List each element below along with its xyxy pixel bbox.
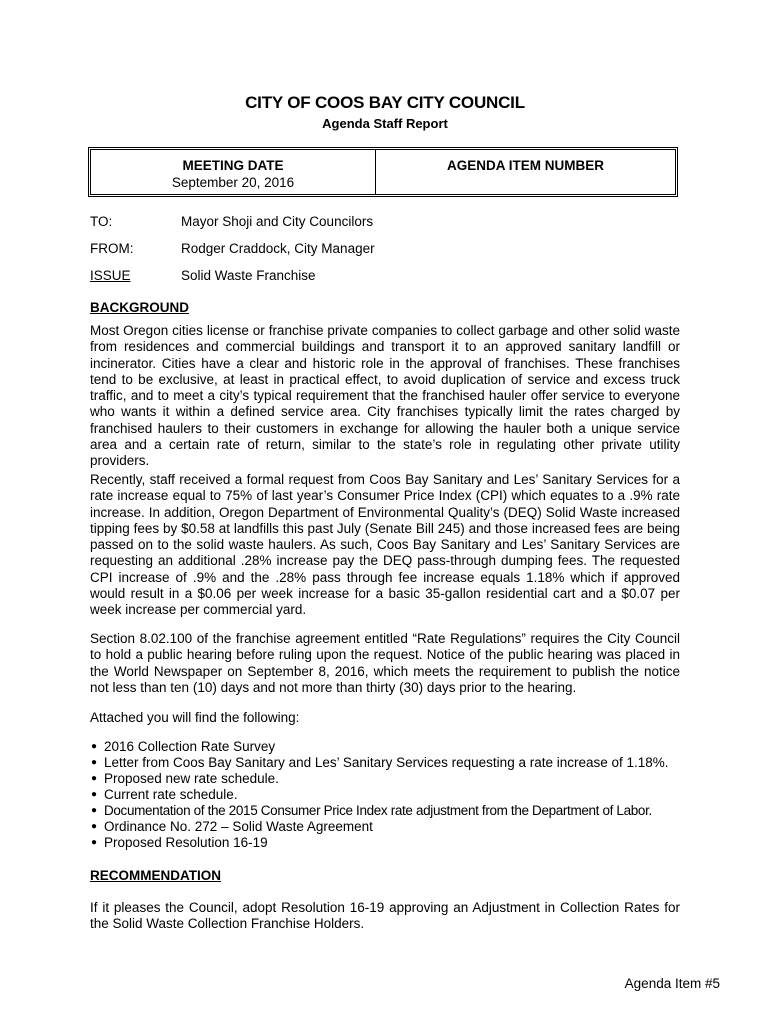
memo-from-label: FROM: <box>90 241 134 256</box>
list-item <box>90 787 690 803</box>
bullet-icon: ● <box>91 741 98 752</box>
attachment-text: Current rate schedule. <box>104 787 238 802</box>
bullet-icon: ● <box>91 821 98 832</box>
meeting-date-cell <box>91 157 375 191</box>
attachment-text: Documentation of the 2015 Consumer Price Index rate adjustment from the Department of Labor. <box>104 803 652 818</box>
background-heading: BACKGROUND <box>90 300 189 315</box>
attachments-intro: Attached you will find the following: <box>90 710 300 725</box>
meeting-info-box <box>88 147 678 197</box>
list-item <box>90 803 690 819</box>
meeting-date-value: September 20, 2016 <box>171 175 295 190</box>
list-item <box>90 835 690 851</box>
attachment-text: Ordinance No. 272 – Solid Waste Agreement <box>104 819 373 834</box>
memo-issue-label: ISSUE <box>90 268 131 283</box>
list-item <box>90 739 690 755</box>
bullet-icon: ● <box>91 837 98 848</box>
bullet-icon: ● <box>91 805 97 816</box>
report-title: CITY OF COOS BAY CITY COUNCIL <box>245 93 525 112</box>
attachment-text: Proposed Resolution 16-19 <box>104 835 268 850</box>
attachment-text: 2016 Collection Rate Survey <box>104 739 276 754</box>
memo-issue-value: Solid Waste Franchise <box>181 268 316 283</box>
bullet-icon: ● <box>91 757 98 768</box>
attachments-list <box>90 739 690 851</box>
meeting-date-label: MEETING DATE <box>182 158 284 173</box>
background-paragraph: Recently, staff received a formal request from Coos Bay Sanitary and Les’ Sanitary Services for a rate increase equal to 75% of last year’s Consumer Price Index (CPI) which equates to a .9% rate increase. In addition, Oregon Department of Environmental Quality’s (DEQ) Solid Waste increased tipping fees by $0.58 at landfills this past July (Senate Bill 245) and those increased fees are being passed on to the solid waste haulers. As such, Coos Bay Sanitary and Les’ Sanitary Services are requesting an additional .28% increase pay the DEQ pass-through dumping fees. The requested CPI increase of .9% and the .28% pass through fee increase equals 1.18% which if approved would result in a $0.06 per week increase for a basic 35-gallon residential cart and a $0.07 per week increase per commercial yard. <box>90 472 680 618</box>
list-item <box>90 755 690 771</box>
memo-to-value: Mayor Shoji and City Councilors <box>181 214 374 229</box>
background-paragraph: Most Oregon cities license or franchise private companies to collect garbage and other solid waste from residences and commercial buildings and transport it to an approved sanitary landfill or incinerator. Cities have a clear and historic role in the approval of franchises. These franchises tend to be exclusive, at least in practical effect, to avoid duplication of service and excess truck traffic, and to meet a city’s typical requirement that the franchised hauler offer service to everyone who wants it within a defined service area. City franchises typically limit the rates charged by franchised haulers to their customers in exchange for allowing the hauler both a unique service area and a certain rate of return, similar to the state’s role in regulating other private utility providers. <box>90 323 680 469</box>
bullet-icon: ● <box>91 789 98 800</box>
attachment-text: Proposed new rate schedule. <box>104 771 279 786</box>
recommendation-text: If it pleases the Council, adopt Resolution 16-19 approving an Adjustment in Collection Rates for the Solid Waste Collection Franchise Holders. <box>90 900 680 932</box>
recommendation-heading: RECOMMENDATION <box>90 868 221 883</box>
bullet-icon: ● <box>91 773 98 784</box>
background-paragraph: Section 8.02.100 of the franchise agreement entitled “Rate Regulations” requires the City Council to hold a public hearing before ruling upon the request. Notice of the public hearing was placed in the World Newspaper on September 8, 2016, which meets the requirement to publish the notice not less than ten (10) days and not more than thirty (30) days prior to the hearing. <box>90 631 680 695</box>
memo-to-label: TO: <box>90 214 113 229</box>
memo-from-value: Rodger Craddock, City Manager <box>181 241 375 256</box>
list-item <box>90 819 690 835</box>
attachment-text: Letter from Coos Bay Sanitary and Les’ Sanitary Services requesting a rate increase of 1.18%. <box>104 755 669 770</box>
report-subtitle: Agenda Staff Report <box>322 116 448 131</box>
list-item <box>90 771 690 787</box>
agenda-item-footer: Agenda Item #5 <box>624 976 720 991</box>
agenda-item-number-label: AGENDA ITEM NUMBER <box>447 158 604 173</box>
